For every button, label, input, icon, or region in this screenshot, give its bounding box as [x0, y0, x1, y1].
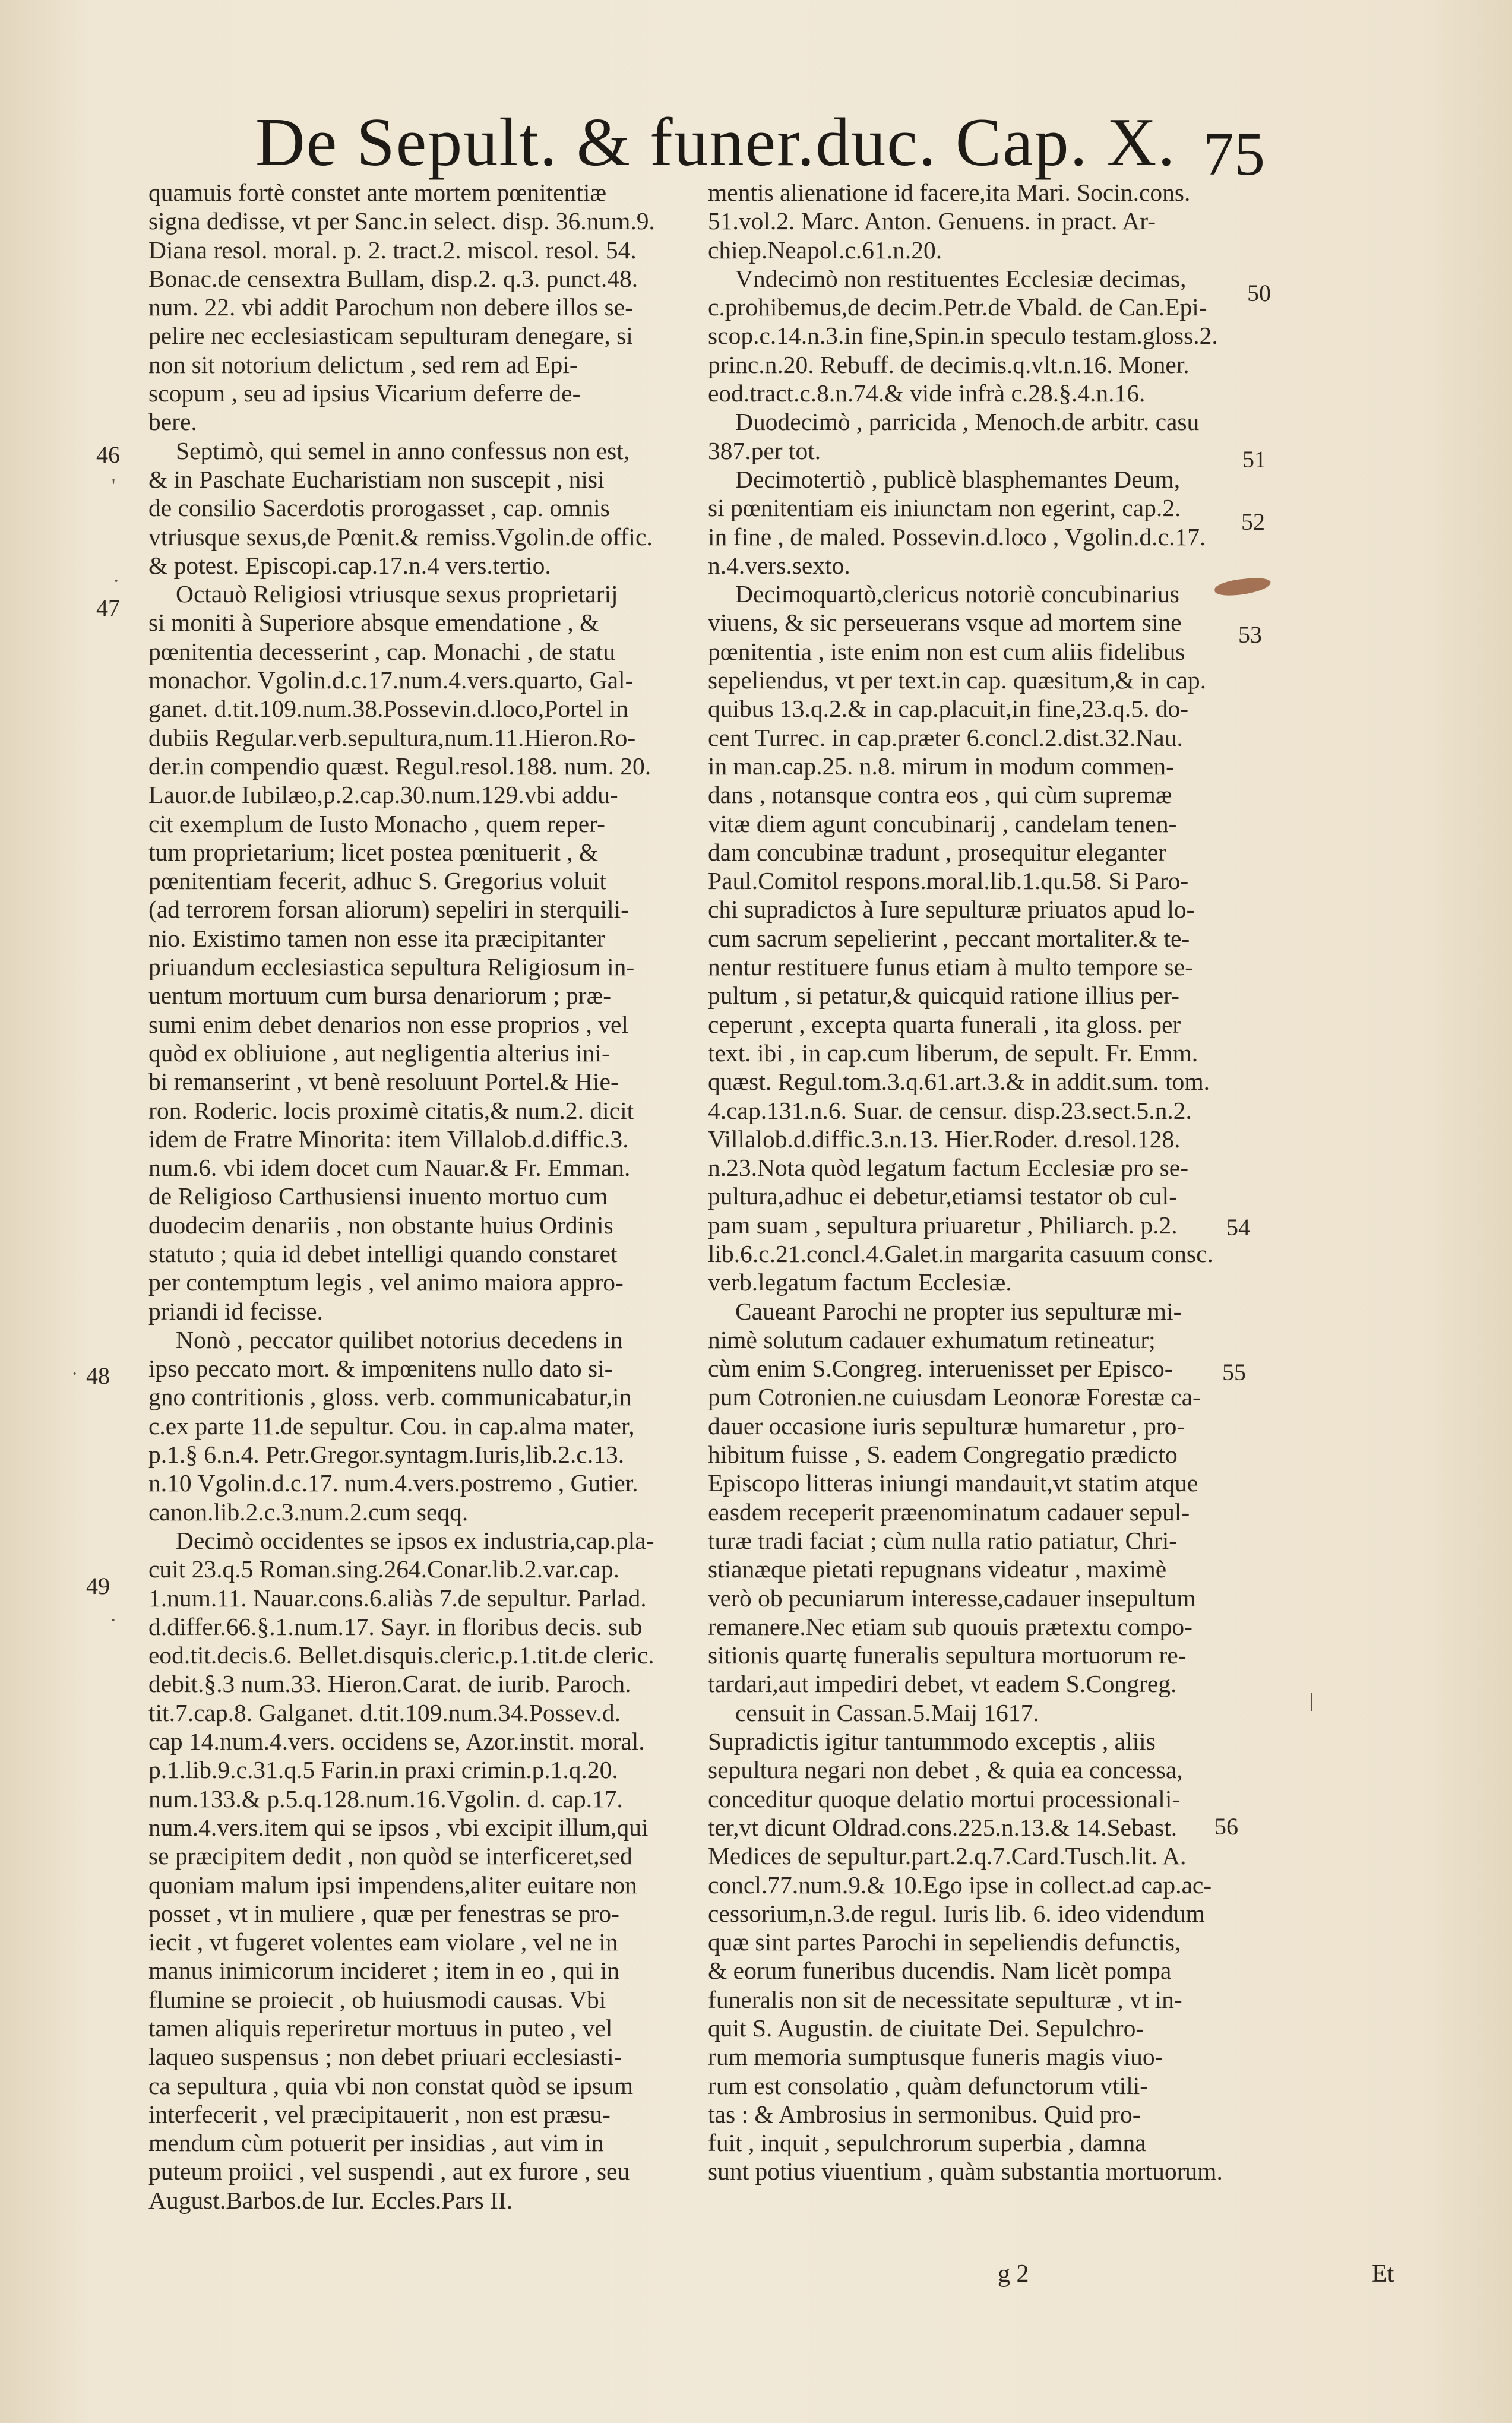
text-line: lib.6.c.21.concl.4.Galet.in margarita casuum consc.	[708, 1239, 1213, 1267]
text-line: tardari,aut impediri debet, vt eadem S.Congreg.	[708, 1670, 1177, 1698]
text-line: tamen aliquis reperiretur mortuus in puteo , vel	[148, 2014, 613, 2042]
text-line: quæ sint partes Parochi in sepeliendis defunctis,	[708, 1928, 1181, 1956]
text-line: Duodecimò , parricida , Menoch.de arbitr. casu	[735, 408, 1200, 436]
text-line: quòd ex obliuione , aut negligentia alterius ini-	[148, 1039, 610, 1067]
text-line: sitionis quartę funeralis sepultura mortuorum re-	[708, 1641, 1187, 1669]
text-line: cum sacrum sepelierint , peccant mortaliter.& te-	[708, 924, 1190, 952]
text-line: puteum proiici , vel suspendi , aut ex furore , seu	[148, 2158, 630, 2185]
text-line: non sit notorium delictum , sed rem ad Epi-	[148, 350, 578, 378]
right-column-text	[708, 178, 1248, 2186]
margin-number-48: 48	[86, 1362, 110, 1389]
text-line: iecit , vt fugeret volentes eam violare , vel ne in	[148, 1928, 618, 1956]
text-line: Villalob.d.diffic.3.n.13. Hier.Roder. d.resol.128.	[708, 1125, 1181, 1153]
text-line: chiep.Neapol.c.61.n.20.	[708, 236, 942, 264]
text-line: Lauor.de Iubilæo,p.2.cap.30.num.129.vbi addu-	[148, 781, 618, 809]
text-line: hibitum fuisse , S. eadem Congregatio prædicto	[708, 1441, 1178, 1469]
text-line: quæst. Regul.tom.3.q.61.art.3.& in addit.sum. tom.	[708, 1068, 1210, 1096]
text-line: idem de Fratre Minorita: item Villalob.d.diffic.3.	[148, 1125, 629, 1153]
text-line: pultum , si petatur,& quicquid ratione illius per-	[708, 982, 1179, 1010]
text-line: der.in compendio quæst. Regul.resol.188. num. 20.	[148, 752, 651, 780]
text-line: num.4.vers.item qui se ipsos , vbi excipit illum,qui	[148, 1813, 649, 1841]
margin-number-53: 53	[1238, 621, 1262, 648]
text-line: num.133.& p.5.q.128.num.16.Vgolin. d. cap.17.	[148, 1785, 623, 1812]
text-line: conceditur quoque delatio mortui processionali-	[708, 1785, 1181, 1812]
text-line: vtriusque sexus,de Pœnit.& remiss.Vgolin.de offic.	[148, 523, 653, 551]
text-line: sumi enim debet denarios non esse proprios , vel	[148, 1010, 628, 1038]
text-line: verb.legatum factum Ecclesiæ.	[708, 1269, 1012, 1296]
text-line: quoniam malum ipsi impendens,aliter euitare non	[148, 1871, 637, 1899]
text-line: canon.lib.2.c.3.num.2.cum seqq.	[148, 1498, 469, 1526]
page-number: 75	[1203, 120, 1265, 188]
text-line: si moniti à Superiore absque emendatione , &	[148, 609, 599, 637]
text-line: Caueant Parochi ne propter ius sepulturæ mi-	[735, 1297, 1182, 1325]
text-line: pultura,adhuc ei debetur,etiamsi testator ob cul-	[708, 1182, 1178, 1210]
text-line: manus inimicorum incideret ; item in eo , qui in	[148, 1957, 619, 1985]
text-line: censuit in Cassan.5.Maij 1617.	[735, 1698, 1039, 1726]
text-line: Bonac.de censextra Bullam, disp.2. q.3. punct.48.	[148, 264, 638, 292]
text-line: num. 22. vbi addit Parochum non debere illos se-	[148, 293, 634, 321]
text-line: pum Cotronien.ne cuiusdam Leonoræ Forestæ ca-	[708, 1383, 1201, 1411]
text-line: pelire nec ecclesiasticam sepulturam denegare, si	[148, 322, 633, 350]
catchword: Et	[1372, 2260, 1394, 2288]
text-line: rum est consolatio , quàm defunctorum vtili-	[708, 2071, 1149, 2099]
margin-number-50: 50	[1247, 280, 1271, 306]
running-title: De Sepult. & funer.duc. Cap. X.	[255, 105, 1176, 181]
margin-number-47: 47	[96, 594, 120, 621]
text-line: 51.vol.2. Marc. Anton. Genuens. in pract. Ar-	[708, 207, 1156, 235]
text-line: d.differ.66.§.1.num.17. Sayr. in floribus decis. sub	[148, 1612, 643, 1640]
text-line: ron. Roderic. locis proximè citatis,& num.2. dicit	[148, 1096, 634, 1124]
text-line: signa dedisse, vt per Sanc.in select. disp. 36.num.9.	[148, 207, 655, 235]
text-line: n.4.vers.sexto.	[708, 551, 850, 579]
text-line: flumine se proiecit , ob huiusmodi causas. Vbi	[148, 1985, 606, 2013]
text-line: turæ tradi faciat ; cùm nulla ratio patiatur, Chri-	[708, 1526, 1178, 1554]
text-line: Decimoquartò,clericus notoriè concubinarius	[735, 580, 1179, 608]
text-line: eod.tit.decis.6. Bellet.disquis.cleric.p.1.tit.de cleric.	[148, 1641, 654, 1669]
signature-mark: g 2	[998, 2260, 1029, 2288]
text-line: pam suam , sepultura priuaretur , Philiarch. p.2.	[708, 1211, 1178, 1239]
text-line: laqueo suspensus ; non debet priuari ecclesiasti-	[148, 2043, 622, 2071]
text-line: sunt potius viuentium , quàm substantia mortuorum.	[708, 2158, 1223, 2185]
text-line: n.23.Nota quòd legatum factum Ecclesiæ pro se-	[708, 1154, 1189, 1182]
text-line: chi supradictos à Iure sepulturæ priuatos apud lo-	[708, 896, 1195, 923]
text-line: Vndecimò non restituentes Ecclesiæ decimas,	[735, 264, 1187, 292]
text-line: Septimò, qui semel in anno confessus non est,	[176, 436, 630, 464]
margin-mark: '	[112, 475, 116, 497]
text-line: & eorum funeribus ducendis. Nam licèt pompa	[708, 1957, 1172, 1985]
margin-number-51: 51	[1242, 446, 1266, 473]
text-line: 1.num.11. Nauar.cons.6.aliàs 7.de sepultur. Parlad.	[148, 1584, 647, 1612]
text-line: cit exemplum de Iusto Monacho , quem reper-	[148, 809, 605, 837]
text-line: p.1.§ 6.n.4. Petr.Gregor.syntagm.Iuris,lib.2.c.13.	[148, 1441, 625, 1469]
text-line: statuto ; quia id debet intelligi quando constaret	[148, 1239, 618, 1267]
text-line: n.10 Vgolin.d.c.17. num.4.vers.postremo , Gutier.	[148, 1469, 638, 1497]
text-line: tas : & Ambrosius in sermonibus. Quid pro-	[708, 2100, 1141, 2128]
text-line: scopum , seu ad ipsius Vicarium deferre de-	[148, 379, 581, 407]
text-line: c.ex parte 11.de sepultur. Cou. in cap.alma mater,	[148, 1412, 635, 1440]
margin-number-46: 46	[96, 441, 120, 468]
text-line: 4.cap.131.n.6. Suar. de censur. disp.23.sect.5.n.2.	[708, 1096, 1192, 1124]
text-line: August.Barbos.de Iur. Eccles.Pars II.	[148, 2186, 513, 2214]
text-line: uentum mortuum cum bursa denariorum ; præ-	[148, 982, 612, 1010]
text-line: Decimò occidentes se ipsos ex industria,cap.pla-	[176, 1526, 654, 1554]
text-line: dans , notansque contra eos , qui cùm supremæ	[708, 781, 1172, 809]
text-line: Decimotertiò , publicè blasphemantes Deum,	[735, 465, 1181, 493]
text-line: dam concubinæ tradunt , prosequitur eleganter	[708, 838, 1167, 866]
text-line: concl.77.num.9.& 10.Ego ipse in collect.ad cap.ac-	[708, 1871, 1212, 1899]
text-line: quibus 13.q.2.& in cap.placuit,in fine,23.q.5. do-	[708, 695, 1189, 723]
text-line: ter,vt dicunt Oldrad.cons.225.n.13.& 14.Sebast.	[708, 1813, 1178, 1841]
text-line: bere.	[148, 408, 197, 436]
text-line: sepultura negari non debet , & quia ea concessa,	[708, 1756, 1183, 1784]
text-line: c.prohibemus,de decim.Petr.de Vbald. de Can.Epi-	[708, 293, 1207, 321]
text-line: nimè solutum cadauer exhumatum retineatur;	[708, 1326, 1156, 1353]
text-line: pœnitentia , iste enim non est cum aliis fidelibus	[708, 637, 1185, 665]
text-line: Medices de sepultur.part.2.q.7.Card.Tusch.lit. A.	[708, 1842, 1187, 1870]
margin-mark: ·	[110, 1609, 117, 1631]
text-line: verò ob pecuniarum interesse,cadauer insepultum	[708, 1584, 1196, 1612]
text-line: viuens, & sic perseuerans vsque ad mortem sine	[708, 609, 1182, 637]
text-line: nentur restituere funus etiam à multo tempore se-	[708, 953, 1194, 981]
text-line: text. ibi , in cap.cum liberum, de sepult. Fr. Emm.	[708, 1039, 1198, 1067]
text-line: nio. Existimo tamen non esse ita præcipitanter	[148, 924, 605, 952]
text-line: princ.n.20. Rebuff. de decimis.q.vlt.n.16. Moner.	[708, 350, 1190, 378]
text-line: Paul.Comitol respons.moral.lib.1.qu.58. Si Paro-	[708, 867, 1189, 895]
text-line: remanere.Nec etiam sub quouis prætextu compo-	[708, 1612, 1192, 1640]
text-line: Octauò Religiosi vtriusque sexus proprietarij	[176, 580, 618, 608]
text-line: mendum cùm potuerit per insidias , aut vim in	[148, 2129, 604, 2157]
text-line: eod.tract.c.8.n.74.& vide infrà c.28.§.4.n.16.	[708, 379, 1146, 407]
left-column-text	[148, 178, 683, 2215]
text-line: 387.per tot.	[708, 436, 821, 464]
text-line: pœnitentia decesserint , cap. Monachi , de statu	[148, 637, 615, 665]
text-line: Nonò , peccator quilibet notorius decedens in	[176, 1326, 623, 1353]
text-line: cuit 23.q.5 Roman.sing.264.Conar.lib.2.var.cap.	[148, 1555, 620, 1583]
text-line: ganet. d.tit.109.num.38.Possevin.d.loco,Portel in	[148, 695, 629, 723]
margin-number-55: 55	[1222, 1359, 1246, 1386]
margin-number-52: 52	[1241, 508, 1265, 535]
margin-mark: ·	[113, 570, 120, 592]
text-line: bi remanserint , vt benè resoluunt Portel.& Hie-	[148, 1068, 619, 1096]
text-line: funeralis non sit de necessitate sepulturæ , vt in-	[708, 1985, 1182, 2013]
text-line: Diana resol. moral. p. 2. tract.2. miscol. resol. 54.	[148, 236, 637, 264]
text-line: (ad terrorem forsan aliorum) sepeliri in sterquili-	[148, 896, 629, 923]
text-line: fuit , inquit , sepulchrorum superbia , damna	[708, 2129, 1146, 2157]
text-line: debit.§.3 num.33. Hieron.Carat. de iurib. Paroch.	[148, 1670, 631, 1698]
text-line: duodecim denariis , non obstante huius Ordinis	[148, 1211, 613, 1239]
text-line: tit.7.cap.8. Galganet. d.tit.109.num.34.Possev.d.	[148, 1698, 621, 1726]
text-line: ipso peccato mort. & impœnitens nullo dato si-	[148, 1355, 613, 1383]
text-line: per contemptum legis , vel animo maiora appro-	[148, 1269, 624, 1296]
text-line: se præcipitem dedit , non quòd se interficeret,sed	[148, 1842, 632, 1870]
margin-number-49: 49	[86, 1573, 110, 1599]
text-line: cùm enim S.Congreg. interuenisset per Episco-	[708, 1355, 1173, 1383]
text-line: Episcopo litteras iniungi mandauit,vt statim atque	[708, 1469, 1198, 1497]
text-line: interfecerit , vel præcipitauerit , non est præsu-	[148, 2100, 611, 2128]
text-line: easdem receperit præenominatum cadauer sepul-	[708, 1498, 1190, 1526]
text-line: in fine , de maled. Possevin.d.loco , Vgolin.d.c.17.	[708, 523, 1206, 551]
text-line: vitæ diem agunt concubinarij , candelam tenen-	[708, 809, 1177, 837]
text-line: p.1.lib.9.c.31.q.5 Farin.in praxi crimin.p.1.q.20.	[148, 1756, 618, 1784]
text-line: de consilio Sacerdotis prorogasset , cap. omnis	[148, 494, 610, 522]
text-line: & in Paschate Eucharistiam non suscepit , nisi	[148, 465, 605, 493]
text-line: in man.cap.25. n.8. mirum in modum commen-	[708, 752, 1174, 780]
text-line: quamuis fortè constet ante mortem pœnitentiæ	[148, 179, 607, 206]
text-line: dauer occasione iuris sepulturæ humaretur , pro-	[708, 1412, 1185, 1440]
text-line: num.6. vbi idem docet cum Nauar.& Fr. Emman.	[148, 1154, 631, 1182]
margin-number-56: 56	[1214, 1813, 1238, 1840]
text-line: monachor. Vgolin.d.c.17.num.4.vers.quarto, Gal-	[148, 666, 634, 694]
text-line: si pœnitentiam eis iniunctam non egerint, cap.2.	[708, 494, 1181, 522]
text-line: tum proprietarium; licet postea pœnituerit , &	[148, 838, 599, 866]
text-line: sepeliendus, vt per text.in cap. quæsitum,& in cap.	[708, 666, 1207, 694]
text-line: & potest. Episcopi.cap.17.n.4 vers.tertio.	[148, 551, 551, 579]
margin-mark: |	[1309, 1690, 1314, 1712]
text-line: cap 14.num.4.vers. occidens se, Azor.instit. moral.	[148, 1728, 645, 1755]
text-line: posset , vt in muliere , quæ per fenestras se pro-	[148, 1899, 619, 1927]
margin-mark: ·	[71, 1363, 78, 1385]
text-line: pœnitentiam fecerit, adhuc S. Gregorius voluit	[148, 867, 607, 895]
text-line: scop.c.14.n.3.in fine,Spin.in speculo testam.gloss.2.	[708, 322, 1218, 350]
text-line: de Religioso Carthusiensi inuento mortuo cum	[148, 1182, 608, 1210]
text-line: priuandum ecclesiastica sepultura Religiosum in-	[148, 953, 635, 981]
text-line: dubiis Regular.verb.sepultura,num.11.Hieron.Ro-	[148, 723, 636, 751]
text-line: quit S. Augustin. de ciuitate Dei. Sepulchro-	[708, 2014, 1144, 2042]
margin-number-54: 54	[1226, 1214, 1250, 1241]
text-line: rum memoria sumptusque funeris magis viuo-	[708, 2043, 1163, 2071]
text-line: cessorium,n.3.de regul. Iuris lib. 6. ideo videndum	[708, 1899, 1205, 1927]
text-line: Supradictis igitur tantummodo exceptis , aliis	[708, 1728, 1156, 1755]
text-line: gno contritionis , gloss. verb. communicabatur,in	[148, 1383, 632, 1411]
text-line: ca sepultura , quia vbi non constat quòd se ipsum	[148, 2071, 634, 2099]
text-line: ceperunt , excepta quarta funerali , ita gloss. per	[708, 1010, 1181, 1038]
text-line: priandi id fecisse.	[148, 1297, 323, 1325]
text-line: stianæque pietati repugnans videatur , maximè	[708, 1555, 1167, 1583]
text-line: mentis alienatione id facere,ita Mari. Socin.cons.	[708, 179, 1191, 206]
text-line: cent Turrec. in cap.præter 6.concl.2.dist.32.Nau.	[708, 723, 1183, 751]
